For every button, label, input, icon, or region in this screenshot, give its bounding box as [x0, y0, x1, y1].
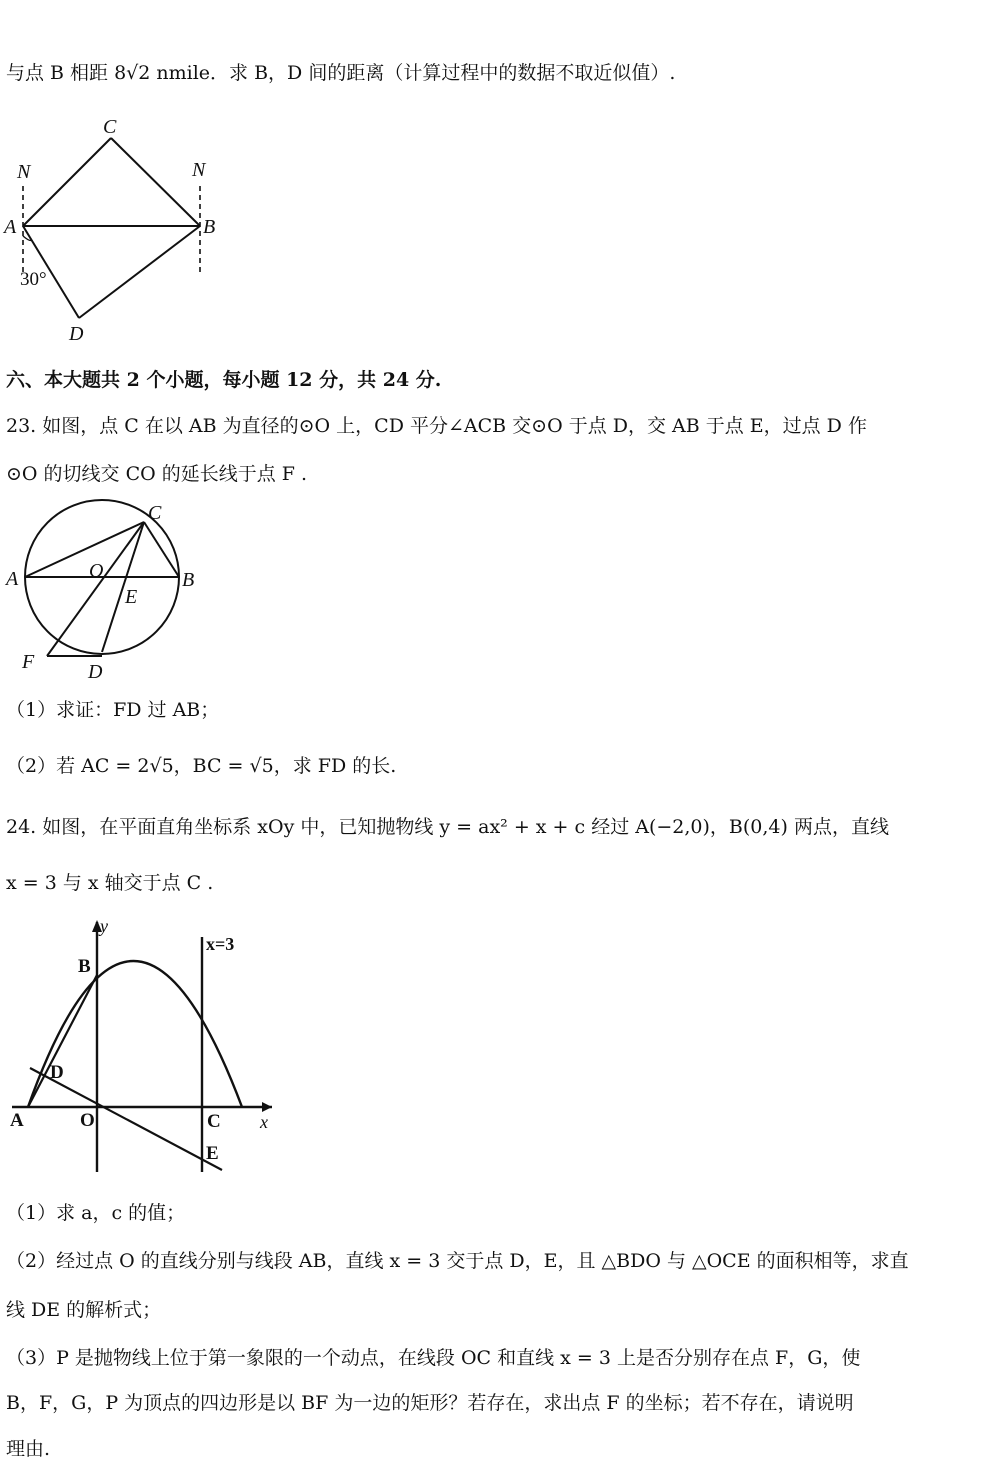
label-o2: O: [89, 560, 104, 582]
label-a2: A: [6, 568, 19, 590]
label-b2: B: [182, 569, 195, 591]
q24-part3-line2: B，F，G，P 为顶点的四边形是以 BF 为一边的矩形？若存在，求出点 F 的坐标；若不存在，请说明: [6, 1392, 854, 1414]
label-line-x3: x=3: [206, 934, 235, 954]
label-angle: 30°: [20, 269, 47, 290]
q23-line1: 23. 如图，点 C 在以 AB 为直径的⊙O 上，CD 平分∠ACB 交⊙O 于点 D，交 AB 于点 E，过点 D 作: [6, 415, 867, 437]
q24-part2-line2: 线 DE 的解析式；: [6, 1299, 162, 1321]
q24-line1: 24. 如图，在平面直角坐标系 xOy 中，已知抛物线 y = ax² + x + c 经过 A(−2,0)，B(0,4) 两点，直线: [6, 816, 889, 838]
q24-line2: x = 3 与 x 轴交于点 C .: [6, 872, 214, 894]
q23-part1: （1）求证：FD 过 AB；: [6, 699, 220, 721]
label-b3: B: [78, 956, 91, 977]
label-d: D: [69, 323, 84, 345]
label-e3: E: [206, 1143, 219, 1164]
label-c3: C: [207, 1111, 221, 1132]
label-o3: O: [80, 1110, 95, 1131]
label-c: C: [103, 116, 117, 138]
q24-part2-line1: （2）经过点 O 的直线分别与线段 AB，直线 x = 3 交于点 D，E，且 △BDO 与 △OCE 的面积相等，求直: [6, 1250, 909, 1272]
problem22-tail: 与点 B 相距 8√2 nmile．求 B，D 间的距离（计算过程中的数据不取近似值）.: [6, 62, 676, 84]
q23-line2: ⊙O 的切线交 CO 的延长线于点 F .: [6, 463, 308, 485]
label-e2: E: [125, 586, 138, 608]
label-x-axis: x: [260, 1112, 268, 1132]
q24-part1: （1）求 a，c 的值；: [6, 1202, 186, 1224]
q24-part3-line1: （3）P 是抛物线上位于第一象限的一个动点，在线段 OC 和直线 x = 3 上是否分别存在点 F，G，使: [6, 1347, 861, 1369]
label-a3: A: [10, 1110, 24, 1131]
q23-part2: （2）若 AC = 2√5，BC = √5，求 FD 的长.: [6, 755, 397, 777]
label-d3: D: [50, 1062, 64, 1083]
label-n-right: N: [192, 159, 206, 181]
label-d2: D: [88, 661, 103, 683]
label-b: B: [203, 216, 216, 238]
label-n-left: N: [17, 161, 31, 183]
q24-part3-line3: 理由.: [6, 1438, 51, 1460]
label-a: A: [4, 216, 17, 238]
section-six-heading: 六、本大题共 2 个小题，每小题 12 分，共 24 分.: [6, 369, 442, 391]
label-y-axis: y: [100, 916, 108, 936]
label-c2: C: [148, 502, 162, 524]
label-f2: F: [22, 651, 35, 673]
